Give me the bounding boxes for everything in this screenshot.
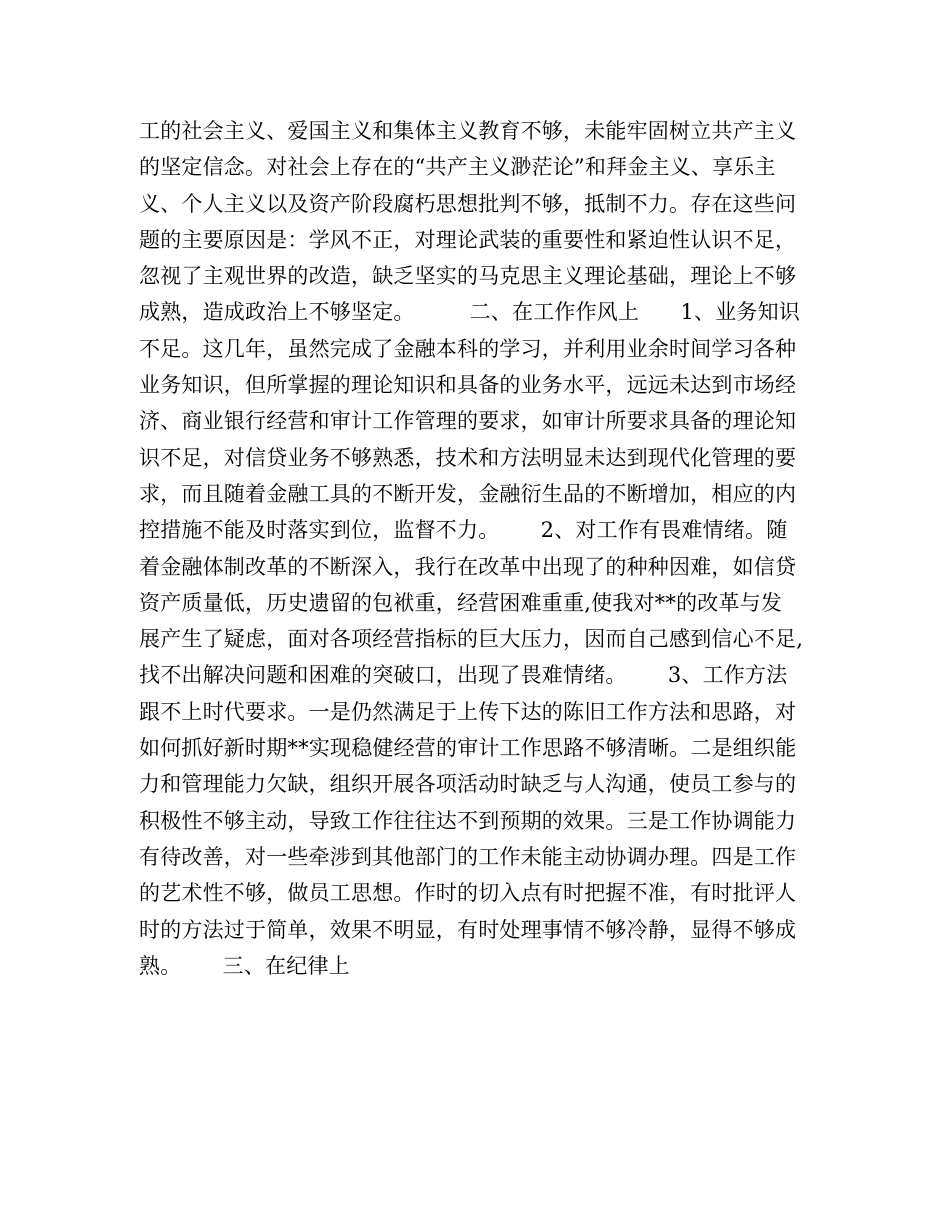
text-line: 忽视了主观世界的改造，缺乏坚实的马克思主义理论基础，理论上不够 [139,264,797,289]
text-line: 的艺术性不够，做员工思想。作时的切入点有时把握不准，有时批评人 [139,881,797,906]
text-line: 时的方法过于简单，效果不明显，有时处理事情不够冷静，显得不够成 [139,917,797,942]
text-line: 成熟，造成政治上不够坚定。 二、在工作作风上 1、业务知识 [139,300,801,325]
text-line: 题的主要原因是：学风不正，对理论武装的重要性和紧迫性认识不足， [139,227,797,252]
text-line: 展产生了疑虑，面对各项经营指标的巨大压力，因而自己感到信心不足, [139,627,804,652]
text-line: 不足。这几年，虽然完成了金融本科的学习，并利用业余时间学习各种 [139,336,797,361]
text-line: 求，而且随着金融工具的不断开发，金融衍生品的不断增加，相应的内 [139,481,797,506]
text-line: 找不出解决问题和困难的突破口，出现了畏难情绪。 3、工作方法 [139,663,788,688]
text-line: 力和管理能力欠缺，组织开展各项活动时缺乏与人沟通，使员工参与的 [139,772,797,797]
body-text [139,113,839,984]
text-line: 如何抓好新时期**实现稳健经营的审计工作思路不够清晰。二是组织能 [139,736,797,761]
text-line: 着金融体制改革的不断深入，我行在改革中出现了的种种因难，如信贷 [139,554,797,579]
text-line: 的坚定信念。对社会上存在的“共产主义渺茫论”和拜金主义、享乐主 [139,155,776,180]
text-line: 工的社会主义、爱国主义和集体主义教育不够，未能牢固树立共产主义 [139,119,797,143]
text-line: 跟不上时代要求。一是仍然满足于上传下达的陈旧工作方法和思路，对 [139,699,797,724]
text-line: 济、商业银行经营和审计工作管理的要求，如审计所要求具备的理论知 [139,409,797,434]
text-line: 识不足，对信贷业务不够熟悉，技术和方法明显未达到现代化管理的要 [139,445,797,470]
text-line: 有待改善，对一些牵涉到其他部门的工作未能主动协调办理。四是工作 [139,844,797,869]
text-line: 业务知识，但所掌握的理论知识和具备的业务水平，远远未达到市场经 [139,373,797,398]
text-line: 控措施不能及时落实到位，监督不力。 2、对工作有畏难情绪。随 [139,518,788,543]
text-line: 积极性不够主动，导致工作往往达不到预期的效果。三是工作协调能力 [139,808,797,833]
text-line: 义、个人主义以及资产阶段腐朽思想批判不够，抵制不力。存在这些问 [139,191,797,216]
text-line: 资产质量低，历史遗留的包袱重，经营困难重重,使我对**的改革与发 [139,590,783,615]
text-line: 熟。 三、在纪律上 [139,953,350,978]
